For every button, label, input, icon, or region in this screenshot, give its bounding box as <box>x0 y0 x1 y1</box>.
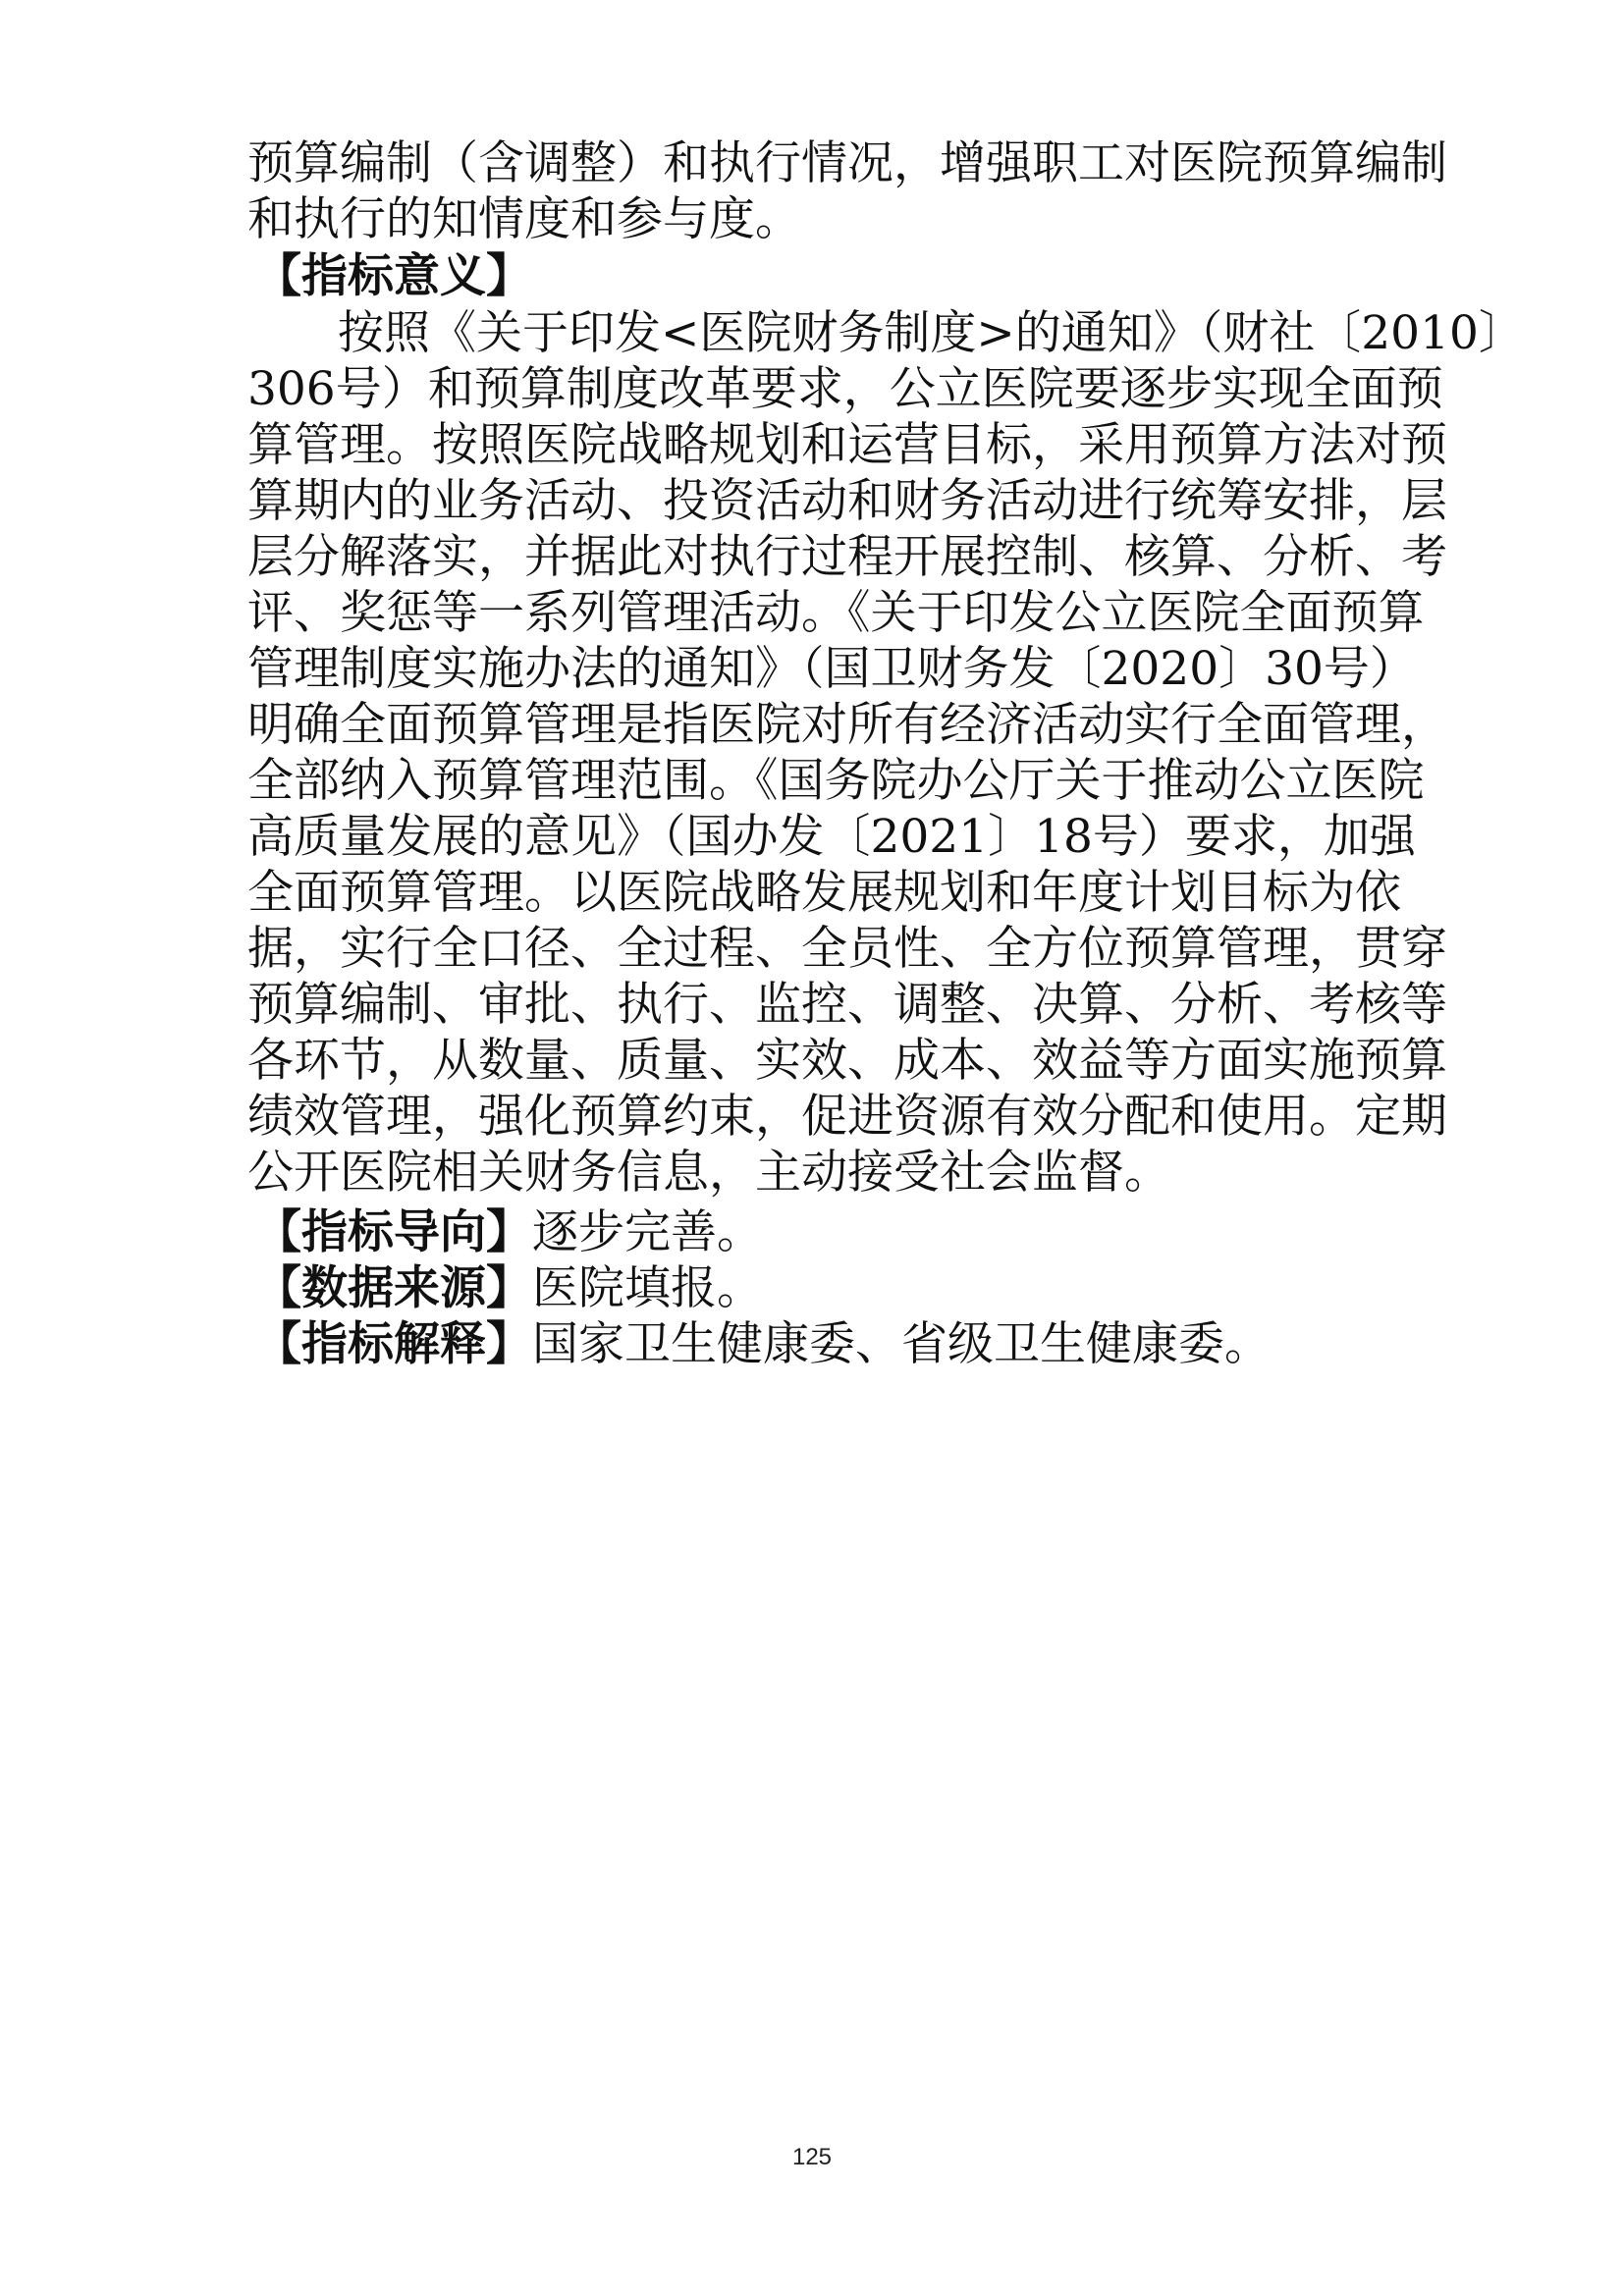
data-source-label: 【数据来源】 <box>255 1261 532 1315</box>
paragraph-line: 公开医院相关财务信息，主动接受社会监督。 <box>247 1146 1170 1200</box>
paragraph-line: 评、奖惩等一系列管理活动。《关于印发公立医院全面预算 <box>247 586 1425 640</box>
page-number: 125 <box>791 2144 833 2170</box>
indicator-interpretation-value: 国家卫生健康委、省级卫生健康委。 <box>532 1317 1271 1371</box>
paragraph-line: 和执行的知情度和参与度。 <box>247 192 801 246</box>
paragraph-line: 全部纳入预算管理范围。《国务院办公厅关于推动公立医院 <box>247 754 1425 808</box>
paragraph-line: 绩效管理，强化预算约束，促进资源有效分配和使用。定期 <box>247 1090 1447 1144</box>
data-source <box>255 1259 763 1318</box>
paragraph-line: 预算编制（含调整）和执行情况，增强职工对医院预算编制 <box>247 136 1447 190</box>
paragraph-line: 预算编制、审批、执行、监控、调整、决算、分析、考核等 <box>247 978 1447 1032</box>
paragraph-line: 全面预算管理。以医院战略发展规划和年度计划目标为依 <box>247 866 1401 920</box>
paragraph-line: 管理制度实施办法的通知》（国卫财务发〔2020〕30号） <box>247 642 1416 696</box>
paragraph-line: 各环节，从数量、质量、实效、成本、效益等方面实施预算 <box>247 1034 1447 1088</box>
data-source-value: 医院填报。 <box>532 1261 763 1315</box>
paragraph-line: 高质量发展的意见》（国办发〔2021〕18号）要求，加强 <box>247 810 1416 864</box>
paragraph-line: 按照《关于印发<医院财务制度>的通知》（财社〔2010〕 <box>338 306 1525 360</box>
paragraph-line: 层分解落实，并据此对执行过程开展控制、核算、分析、考 <box>247 530 1447 584</box>
indicator-direction <box>255 1203 763 1262</box>
indicator-direction-label: 【指标导向】 <box>255 1205 532 1259</box>
paragraph-line: 算管理。按照医院战略规划和运营目标，采用预算方法对预 <box>247 418 1447 472</box>
paragraph-line: 算期内的业务活动、投资活动和财务活动进行统筹安排，层 <box>247 474 1447 528</box>
indicator-direction-value: 逐步完善。 <box>532 1205 763 1259</box>
indicator-interpretation <box>255 1315 1271 1374</box>
paragraph-line: 306号）和预算制度改革要求，公立医院要逐步实现全面预 <box>247 362 1443 416</box>
indicator-interpretation-label: 【指标解释】 <box>255 1317 532 1371</box>
paragraph-line: 据，实行全口径、全过程、全员性、全方位预算管理，贯穿 <box>247 922 1447 976</box>
paragraph-line: 明确全面预算管理是指医院对所有经济活动实行全面管理， <box>247 698 1447 752</box>
section-heading-meaning: 【指标意义】 <box>255 249 532 303</box>
